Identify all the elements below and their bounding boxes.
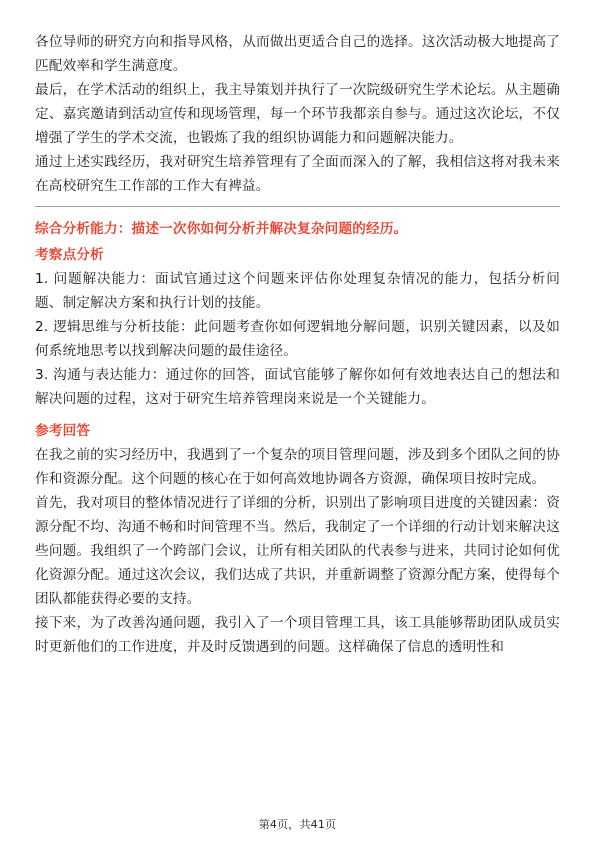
intro-paragraph-2: 最后，在学术活动的组织上，我主导策划并执行了一次院级研究生学术论坛。从主题确定、嘉宾邀请到活动宣传和现场管理，每一个环节我都亲自参与。通过这次论坛，不仅增强了学生的学术交流，也锻炼了我的组织协调能力和问题解决能力。 [35,82,560,146]
question-title: 综合分析能力：描述一次你如何分析并解决复杂问题的经历。 [35,221,408,237]
analysis-heading: 考察点分析 [35,247,104,263]
intro-paragraph-1: 各位导师的研究方向和指导风格，从而做出更适合自己的选择。这次活动极大地提高了匹配效率和学生满意度。 [35,34,560,74]
answer-paragraph-1: 在我之前的实习经历中，我遇到了一个复杂的项目管理问题，涉及到多个团队之间的协作和资源分配。这个问题的核心在于如何高效地协调各方资源，确保项目按时完成。 [35,447,560,487]
answer-paragraph-2: 首先，我对项目的整体情况进行了详细的分析，识别出了影响项目进度的关键因素：资源分配不均、沟通不畅和时间管理不当。然后，我制定了一个详细的行动计划来解决这些问题。我组织了一个跨部门会议，让所有相关团队的代表参与进来，共同讨论如何优化资源分配。通过这次会议，我们达成了共识，并重新调整了资源分配方案，使得每个团队都能获得必要的支持。 [35,495,560,607]
analysis-item-1: 1. 问题解决能力：面试官通过这个问题来评估你处理复杂情况的能力，包括分析问题、制定解决方案和执行计划的技能。 [35,271,560,311]
answer-paragraph-3: 接下来，为了改善沟通问题，我引入了一个项目管理工具，该工具能够帮助团队成员实时更新他们的工作进度，并及时反馈遇到的问题。这样确保了信息的透明性和 [35,615,560,655]
section-divider [35,206,560,207]
document-page [35,30,560,659]
page-number-footer: 第4页，共41页 [258,818,337,831]
answer-heading: 参考回答 [35,423,91,439]
intro-paragraph-3: 通过上述实践经历，我对研究生培养管理有了全面而深入的了解，我相信这将对我未来在高校研究生工作部的工作大有裨益。 [35,154,560,194]
analysis-item-3: 3. 沟通与表达能力：通过你的回答，面试官能够了解你如何有效地表达自己的想法和解决问题的过程，这对于研究生培养管理岗来说是一个关键能力。 [35,367,560,407]
analysis-item-2: 2. 逻辑思维与分析技能：此问题考查你如何逻辑地分解问题，识别关键因素，以及如何系统地思考以找到解决问题的最佳途径。 [35,319,560,359]
